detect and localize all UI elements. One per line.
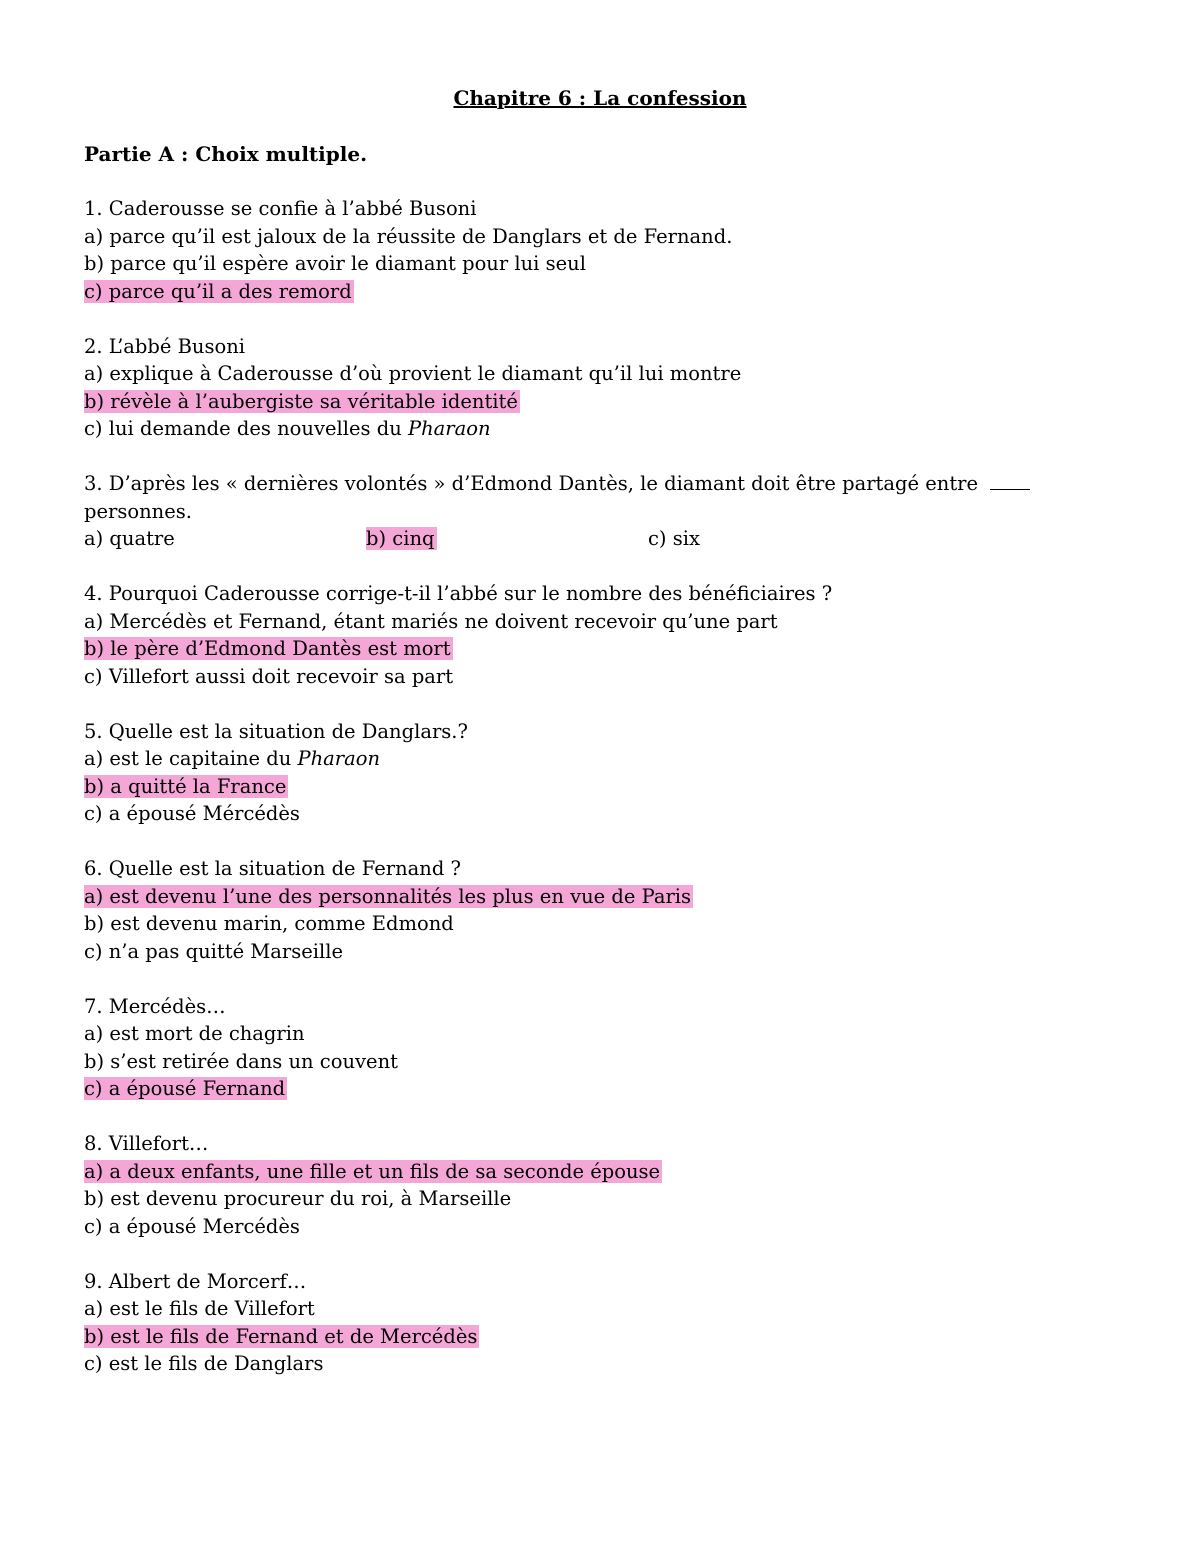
option-a: a) explique à Caderousse d’où provient le diamant qu’il lui montre <box>84 362 742 385</box>
option-c-correct: c) a épousé Fernand <box>84 1077 286 1100</box>
question-stem: 7. Mercédès… <box>84 994 226 1018</box>
option-a: a) Mercédès et Fernand, étant mariés ne doivent recevoir qu’une part <box>84 609 778 633</box>
answer-blank <box>990 471 1030 490</box>
option-b-correct: b) révèle à l’aubergiste sa véritable identité <box>84 389 518 413</box>
question-stem: 8. Villefort… <box>84 1132 209 1155</box>
option-a: a) est mort de chagrin <box>84 1022 305 1045</box>
section-heading: Partie A : Choix multiple. <box>84 142 368 166</box>
option-a-text: a) est le capitaine du <box>84 747 298 770</box>
question-stem: 1. Caderousse se confie à l’abbé Busoni <box>84 197 477 220</box>
question-2 <box>84 333 1124 443</box>
option-b: b) s’est retirée dans un couvent <box>84 1049 398 1073</box>
option-c: c) a épousé Mércédès <box>84 802 300 825</box>
option-b-correct: b) a quitté la France <box>84 774 287 798</box>
question-stem: 2. L’abbé Busoni <box>84 334 246 358</box>
option-a-correct: a) est devenu l’une des personnalités les plus en vue de Paris <box>84 884 692 908</box>
option-b-correct: b) le père d’Edmond Dantès est mort <box>84 637 451 660</box>
question-stem-continued: personnes. <box>84 499 192 523</box>
option-a <box>84 745 1124 773</box>
option-a: a) parce qu’il est jaloux de la réussite de Danglars et de Fernand. <box>84 224 733 248</box>
question-8 <box>84 1130 1124 1240</box>
option-c: c) n’a pas quitté Marseille <box>84 939 344 963</box>
options-row <box>84 525 1124 553</box>
question-1 <box>84 195 1124 305</box>
question-3 <box>84 470 1124 553</box>
question-5 <box>84 718 1124 828</box>
option-b-correct: b) est le fils de Fernand et de Mercédès <box>84 1324 478 1348</box>
ship-name: Pharaon <box>407 417 491 440</box>
option-c: c) a épousé Mercédès <box>84 1214 300 1238</box>
option-b: b) est devenu procureur du roi, à Marseille <box>84 1187 512 1210</box>
option-c-correct: c) parce qu’il a des remord <box>84 279 352 303</box>
option-c <box>84 415 1124 443</box>
option-b: b) est devenu marin, comme Edmond <box>84 912 454 935</box>
option-c-text: c) lui demande des nouvelles du <box>84 417 408 440</box>
question-4 <box>84 580 1124 690</box>
option-a-correct: a) a deux enfants, une fille et un fils de sa seconde épouse <box>84 1159 661 1183</box>
question-stem: 6. Quelle est la situation de Fernand ? <box>84 857 462 880</box>
question-list <box>84 195 1124 1405</box>
ship-name: Pharaon <box>297 747 381 770</box>
question-stem <box>84 470 1124 498</box>
question-stem: 5. Quelle est la situation de Danglars.? <box>84 719 468 743</box>
option-c: c) est le fils de Danglars <box>84 1352 324 1375</box>
question-6 <box>84 855 1124 965</box>
option-c: c) Villefort aussi doit recevoir sa part <box>84 664 454 688</box>
option-a: a) est le fils de Villefort <box>84 1297 315 1320</box>
question-stem-text: 3. D’après les « dernières volontés » d’Edmond Dantès, le diamant doit être partagé entre <box>84 472 979 495</box>
option-b: b) parce qu’il espère avoir le diamant pour lui seul <box>84 252 586 275</box>
option-c: c) six <box>648 527 700 550</box>
option-b-correct: b) cinq <box>366 527 435 550</box>
option-a: a) quatre <box>84 527 175 550</box>
question-9 <box>84 1268 1124 1378</box>
question-stem: 4. Pourquoi Caderousse corrige-t-il l’abbé sur le nombre des bénéficiaires ? <box>84 582 833 605</box>
chapter-title: Chapitre 6 : La confession <box>453 86 747 110</box>
question-7 <box>84 993 1124 1103</box>
question-stem: 9. Albert de Morcerf… <box>84 1269 307 1293</box>
